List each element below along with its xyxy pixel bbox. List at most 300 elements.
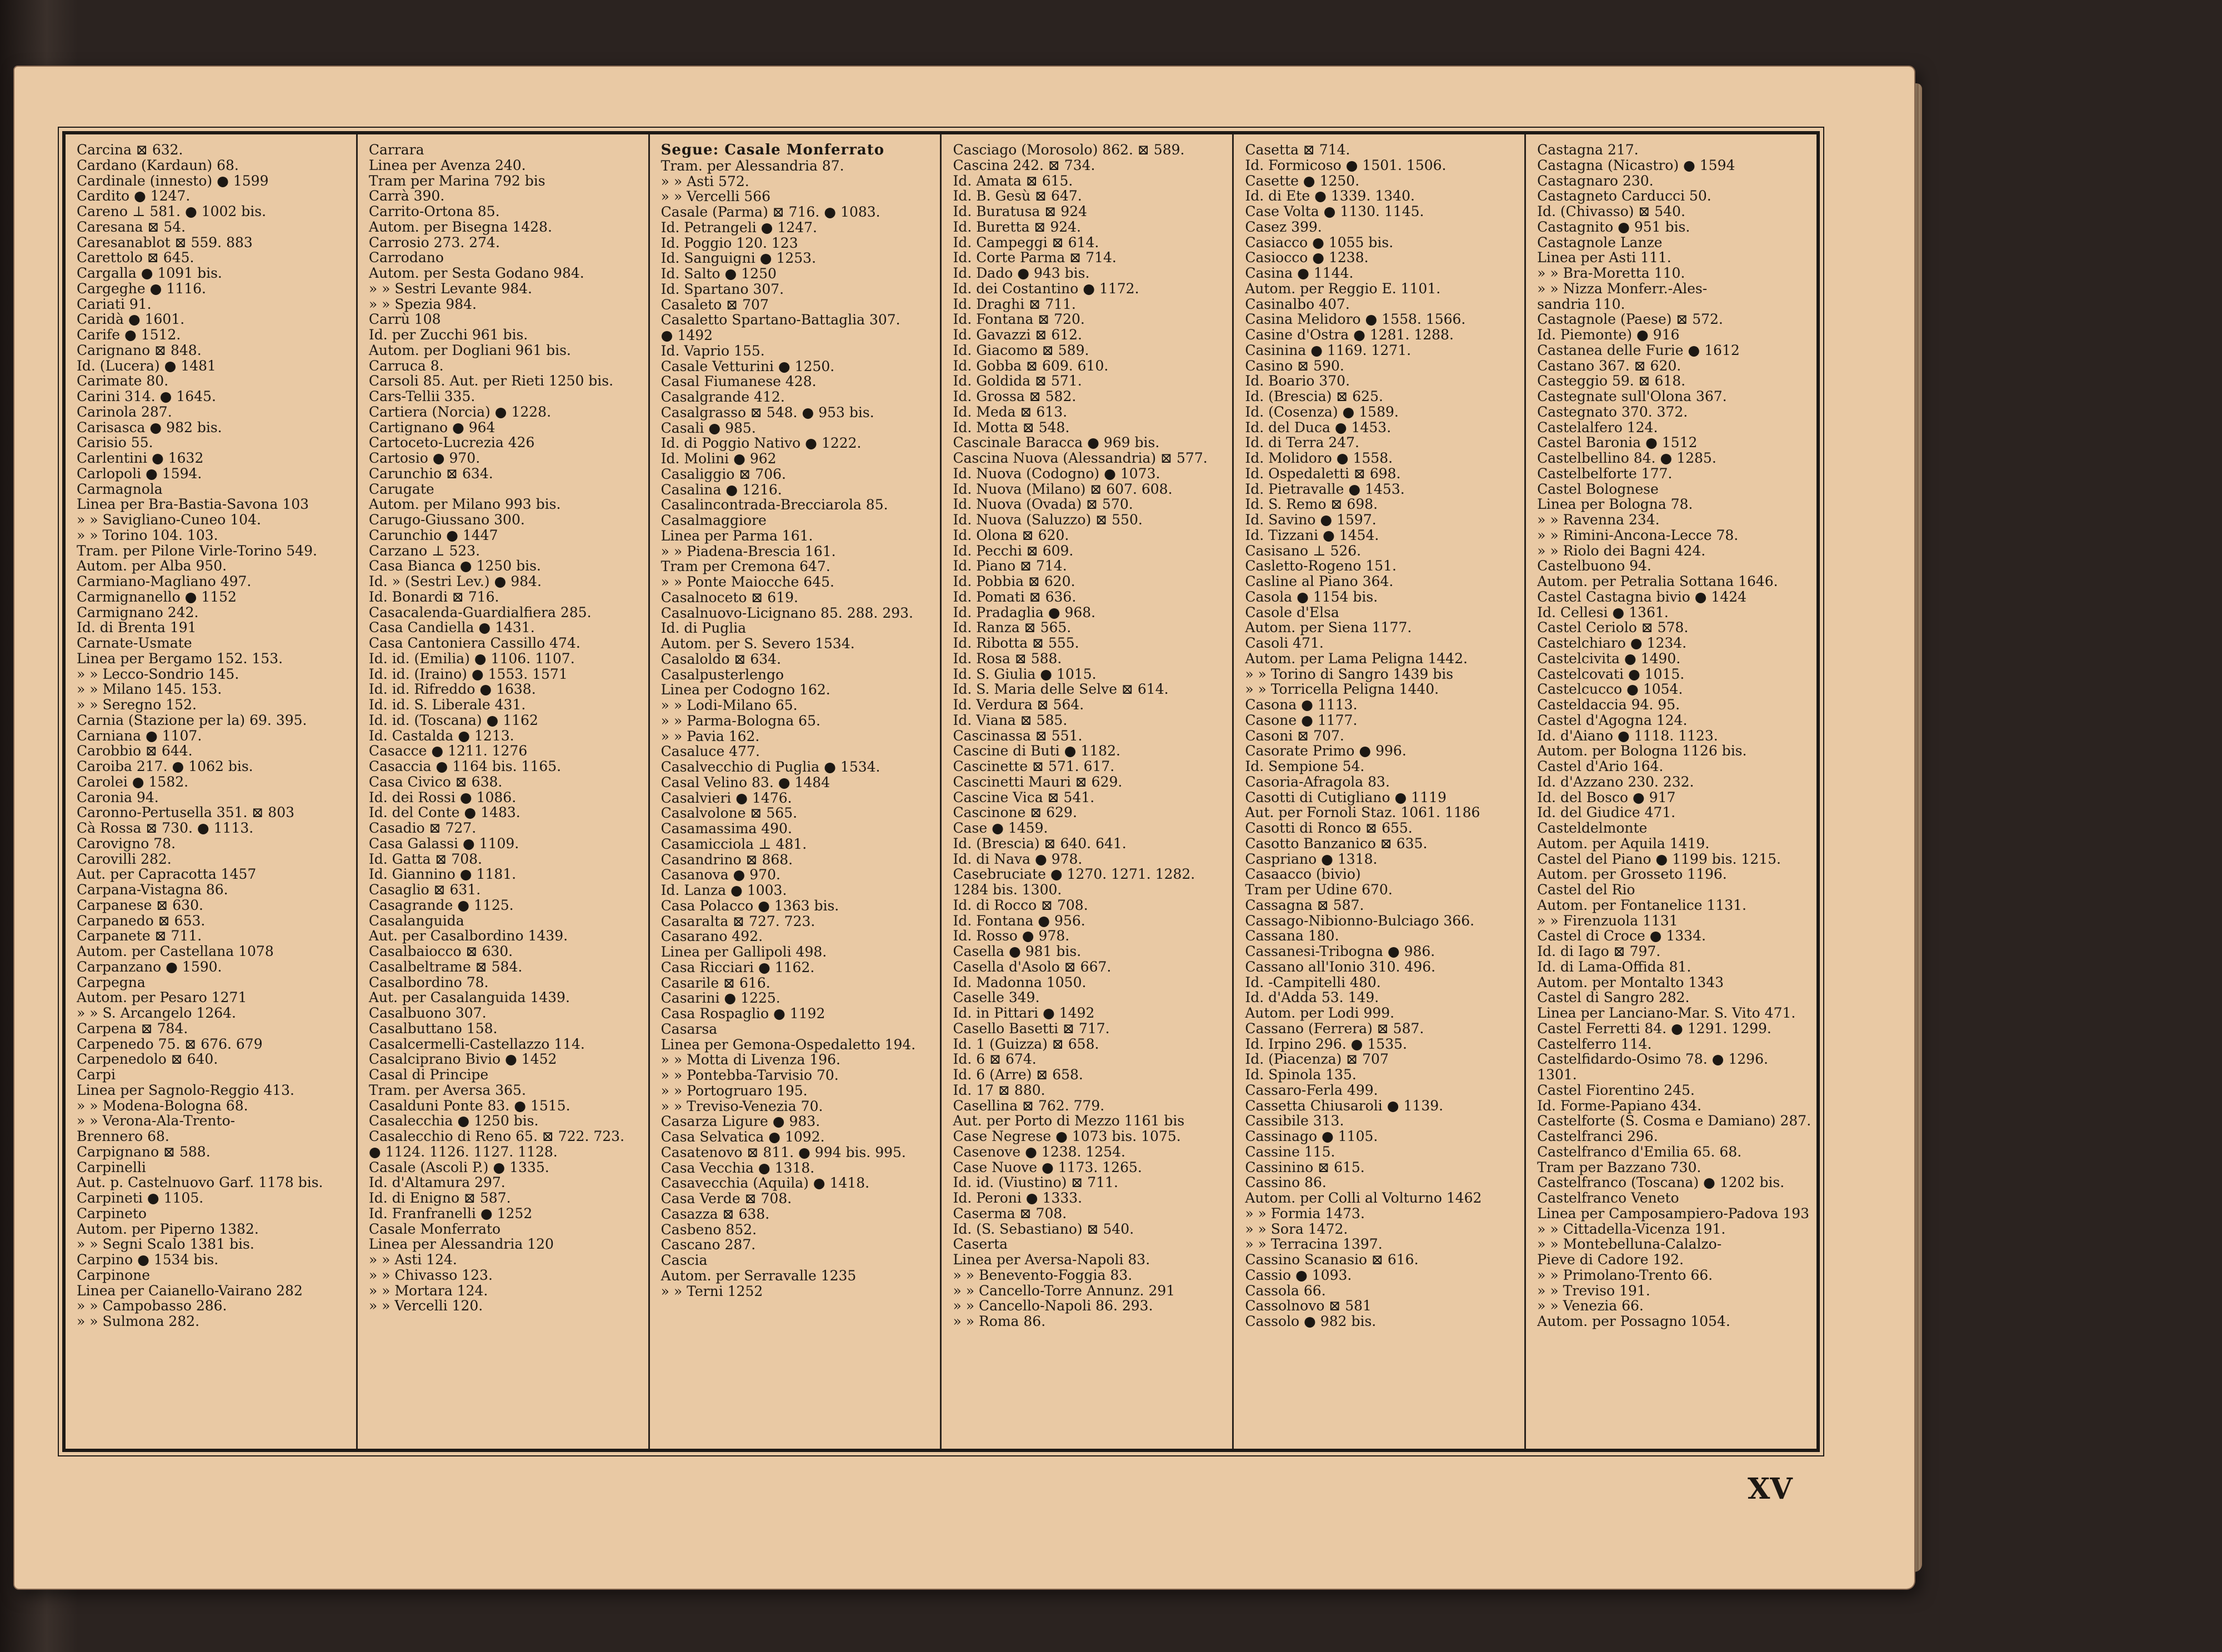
index-entry: Castelfranci 296. [1537, 1128, 1658, 1144]
index-entry: Id. Pietravalle ● 1453. [1245, 480, 1405, 497]
index-entry: Casalvolone ⊠ 565. [660, 805, 798, 822]
index-entry: » » Milano 145. 153. [77, 681, 222, 698]
index-entry: » » Torino 104. 103. [77, 527, 218, 543]
index-entry: 1284 bis. 1300. [953, 882, 1062, 898]
index-entry: Casoli 471. [1245, 635, 1324, 651]
index-entry: Casalecchio di Reno 65. ⊠ 722. 723. [368, 1128, 625, 1144]
index-entry: Id. id. Rifreddo ● 1638. [368, 681, 536, 698]
index-entry: Id. Irpino 296. ● 1535. [1245, 1035, 1407, 1052]
index-entry: Castagnole (Paese) ⊠ 572. [1537, 311, 1723, 328]
index-entry: Id. di Nava ● 978. [953, 850, 1083, 867]
index-entry: Cassolo ● 982 bis. [1245, 1313, 1377, 1329]
index-entry: Id. di Terra 247. [1245, 434, 1359, 451]
index-entry: Castelfidardo-Osimo 78. ● 1296. [1537, 1051, 1768, 1068]
index-entry: Id. Dado ● 943 bis. [953, 265, 1090, 281]
index-entry: Caserta [953, 1236, 1008, 1253]
index-entry: Caresanablot ⊠ 559. 883 [77, 234, 253, 251]
index-entry: » » Rimini-Ancona-Lecce 78. [1537, 527, 1739, 543]
index-entry: Id. S. Remo ⊠ 698. [1245, 496, 1378, 513]
index-entry: » » Spezia 984. [368, 296, 477, 312]
index-entry: Id. (S. Sebastiano) ⊠ 540. [953, 1220, 1134, 1237]
index-entry: » » Lecco-Sondrio 145. [77, 665, 239, 682]
index-entry: Carpanedo ⊠ 653. [77, 912, 206, 929]
index-entry: Id. Giannino ● 1181. [368, 866, 517, 883]
index-entry: Casalvecchio di Puglia ● 1534. [660, 759, 880, 775]
index-entry: Autom. per Fontanelice 1131. [1537, 897, 1746, 913]
index-entry: Casaluce 477. [660, 743, 760, 760]
index-entry: Aut. per Casalanguida 1439. [368, 989, 570, 1006]
index-entry: Casalvieri ● 1476. [660, 789, 792, 806]
index-entry: Carlopoli ● 1594. [77, 465, 202, 482]
index-entry: Carugate [368, 480, 434, 497]
index-entry: Casarini ● 1225. [660, 990, 780, 1007]
index-entry: » » Pontebba-Tarvisio 70. [660, 1067, 839, 1084]
index-entry: Casisano ⊥ 526. [1245, 542, 1362, 559]
index-entry: Carpi [77, 1067, 116, 1083]
index-entry: Casetta ⊠ 714. [1245, 142, 1350, 158]
index-entry: Casaleto ⊠ 707 [660, 296, 769, 313]
index-entry: Id. di Enigno ⊠ 587. [368, 1190, 511, 1206]
index-entry: Cascina 242. ⊠ 734. [953, 157, 1095, 173]
index-entry: Autom. per Alba 950. [77, 558, 227, 574]
index-entry: Autom. per Pesaro 1271 [77, 989, 247, 1006]
index-entry: Caridà ● 1601. [77, 311, 185, 328]
index-entry: Carpino ● 1534 bis. [77, 1251, 219, 1268]
index-entry: Id. Gavazzi ⊠ 612. [953, 327, 1083, 343]
index-entry: Carmignanello ● 1152 [77, 588, 237, 605]
index-entry: Id. Poggio 120. 123 [660, 234, 798, 251]
index-entry: Carisio 55. [77, 434, 153, 451]
index-entry: Cassino Scanasio ⊠ 616. [1245, 1251, 1419, 1268]
index-entry: Cascano 287. [660, 1237, 756, 1253]
index-entry: Casenove ● 1238. 1254. [953, 1143, 1126, 1160]
index-entry: Id. Rosa ⊠ 588. [953, 650, 1062, 667]
index-entry: Autom. per Grosseto 1196. [1537, 866, 1727, 883]
index-entry: » » Verona-Ala-Trento- [77, 1113, 236, 1129]
index-entry: Cassetta Chiusaroli ● 1139. [1245, 1097, 1444, 1114]
index-entry: Tram per Udine 670. [1245, 882, 1393, 898]
index-entry: Castelbellino 84. ● 1285. [1537, 450, 1716, 466]
index-entry: » » Sestri Levante 984. [368, 280, 532, 297]
index-entry: Id. id. (Toscana) ● 1162 [368, 712, 538, 728]
index-entry: Aut. per Casalbordino 1439. [368, 928, 568, 944]
index-entry: Casale Vetturini ● 1250. [660, 358, 835, 374]
index-entry: Autom. per Milano 993 bis. [368, 496, 561, 513]
index-entry: Castel di Sangro 282. [1537, 989, 1690, 1006]
index-entry: Carife ● 1512. [77, 327, 181, 343]
index-column [1526, 134, 1816, 1449]
index-entry: Carmagnola [77, 480, 163, 497]
index-entry: Carpanete ⊠ 711. [77, 928, 202, 944]
index-entry: Autom. per Montalto 1343 [1537, 974, 1724, 990]
index-entry: Casletto-Rogeno 151. [1245, 558, 1397, 574]
index-entry: Casiocco ● 1238. [1245, 249, 1369, 266]
index-entry: Carpenedolo ⊠ 640. [77, 1051, 218, 1068]
index-entry: Cassola 66. [1245, 1282, 1326, 1299]
index-entry: » » Treviso 191. [1537, 1282, 1650, 1299]
index-entry: Casotti di Cutigliano ● 1119 [1245, 789, 1447, 805]
index-entry: Casal Velino 83. ● 1484 [660, 774, 830, 790]
index-entry: Cassio ● 1093. [1245, 1266, 1352, 1283]
index-entry: Id. Savino ● 1597. [1245, 512, 1377, 528]
index-entry: Id. S. Maria delle Selve ⊠ 614. [953, 681, 1169, 698]
index-entry: Aut. per Porto di Mezzo 1161 bis [953, 1113, 1185, 1129]
index-entry: » » Piadena-Brescia 161. [660, 543, 836, 559]
index-entry: Id. Lanza ● 1003. [660, 882, 787, 899]
index-entry: Casole d'Elsa [1245, 604, 1339, 620]
index-entry: Id. Tizzani ● 1454. [1245, 527, 1379, 543]
index-entry: Id. Corte Parma ⊠ 714. [953, 249, 1117, 266]
index-entry: Id. Amata ⊠ 615. [953, 172, 1073, 189]
index-entry: » » Roma 86. [953, 1313, 1046, 1329]
index-entry: Linea per Asti 111. [1537, 249, 1671, 266]
index-entry: Id. id. S. Liberale 431. [368, 697, 526, 713]
index-entry: Castel d'Agogna 124. [1537, 712, 1688, 728]
index-entry: Cargeghe ● 1116. [77, 280, 206, 297]
index-entry: Casinalbo 407. [1245, 296, 1350, 312]
index-entry: Linea per Sagnolo-Reggio 413. [77, 1082, 295, 1098]
index-entry: Castagnole Lanze [1537, 234, 1663, 251]
index-entry: Carobbio ⊠ 644. [77, 743, 193, 759]
index-entry: Id. di Puglia [660, 620, 747, 637]
index-entry: Linea per Gemona-Ospedaletto 194. [660, 1036, 916, 1053]
index-entry: Id. dei Costantino ● 1172. [953, 280, 1139, 297]
index-entry: Cardinale (innesto) ● 1599 [77, 172, 269, 189]
index-table [62, 131, 1820, 1452]
index-entry: Id. d'Azzano 230. 232. [1537, 773, 1694, 790]
index-entry: Linea per Codogno 162. [660, 682, 830, 698]
index-entry: Cardano (Kardaun) 68. [77, 157, 239, 173]
index-entry: Casalpusterlengo [660, 666, 784, 683]
index-entry: Carunchio ⊠ 634. [368, 465, 493, 482]
index-entry: Castelfranco (Toscana) ● 1202 bis. [1537, 1174, 1785, 1191]
index-entry: Id. di Brenta 191 [77, 619, 197, 636]
index-entry: Id. Rosso ● 978. [953, 928, 1070, 944]
index-entry: Casebruciate ● 1270. 1271. 1282. [953, 866, 1195, 883]
index-entry: Linea per Alessandria 120 [368, 1236, 554, 1253]
index-entry: Casbeno 852. [660, 1221, 757, 1238]
index-entry: Id. Giacomo ⊠ 589. [953, 342, 1089, 358]
index-entry: Carugo-Giussano 300. [368, 512, 525, 528]
index-entry: Id. Boario 370. [1245, 373, 1350, 389]
index-entry: » » Ravenna 234. [1537, 512, 1660, 528]
index-entry: Id. di Iago ⊠ 797. [1537, 943, 1661, 959]
index-entry: Id. Viana ⊠ 585. [953, 712, 1068, 728]
index-entry: Carpinelli [77, 1159, 146, 1175]
index-entry: Casorate Primo ● 996. [1245, 743, 1407, 759]
index-entry: Carpena ⊠ 784. [77, 1020, 188, 1037]
index-entry: Casalbuttano 158. [368, 1020, 498, 1037]
index-entry: » » Terracina 1397. [1245, 1236, 1383, 1253]
index-entry: Casamassima 490. [660, 820, 792, 837]
index-entry: Caselle 349. [953, 989, 1040, 1006]
index-entry: Id. dei Rossi ● 1086. [368, 789, 517, 805]
index-entry: Casale (Parma) ⊠ 716. ● 1083. [660, 204, 880, 221]
index-column [1234, 134, 1526, 1449]
index-entry: Castel Ceriolo ⊠ 578. [1537, 619, 1689, 636]
index-entry: Id. » (Sestri Lev.) ● 984. [368, 573, 542, 589]
index-entry: Cascinette ⊠ 571. 617. [953, 758, 1115, 774]
index-entry: Casaliggio ⊠ 706. [660, 465, 786, 482]
index-entry: Casa Polacco ● 1363 bis. [660, 897, 839, 914]
index-entry: Carpanzano ● 1590. [77, 958, 222, 975]
index-entry: Casalcermelli-Castellazzo 114. [368, 1035, 585, 1052]
index-entry: Id. Nuova (Ovada) ⊠ 570. [953, 496, 1133, 513]
index-entry: » » Torricella Peligna 1440. [1245, 681, 1439, 698]
index-entry: » » Riolo dei Bagni 424. [1537, 542, 1706, 559]
index-entry: Carpignano ⊠ 588. [77, 1143, 211, 1160]
index-entry: Cà Rossa ⊠ 730. ● 1113. [77, 820, 254, 836]
index-entry: Carzano ⊥ 523. [368, 542, 481, 559]
index-entry: » » Treviso-Venezia 70. [660, 1098, 823, 1114]
index-entry: Carpinone [77, 1266, 151, 1283]
index-entry: Pieve di Cadore 192. [1537, 1251, 1684, 1268]
index-entry: Autom. per Serravalle 1235 [660, 1267, 857, 1284]
index-entry: Casanova ● 970. [660, 867, 780, 883]
index-column [66, 134, 358, 1449]
index-entry: Case ● 1459. [953, 820, 1048, 836]
index-entry: Casona ● 1113. [1245, 697, 1358, 713]
index-entry: Casaacco (bivio) [1245, 866, 1361, 883]
index-entry: Carlentini ● 1632 [77, 450, 204, 466]
index-entry: Id. (Chivasso) ⊠ 540. [1537, 203, 1685, 219]
index-entry: Carmignano 242. [77, 604, 199, 620]
index-entry: Casacalenda-Guardialfiera 285. [368, 604, 592, 620]
index-entry: » » Savigliano-Cuneo 104. [77, 512, 261, 528]
index-entry: Casandrino ⊠ 868. [660, 851, 793, 868]
index-entry: Cartiera (Norcia) ● 1228. [368, 403, 552, 420]
index-entry: Id. S. Giulia ● 1015. [953, 665, 1097, 682]
index-entry: Id. 6 (Arre) ⊠ 658. [953, 1067, 1083, 1083]
index-entry: Id. Petrangeli ● 1247. [660, 219, 817, 236]
index-entry: Castelfranco d'Emilia 65. 68. [1537, 1143, 1742, 1160]
index-entry: Casina Melidoro ● 1558. 1566. [1245, 311, 1466, 328]
index-entry: Carniana ● 1107. [77, 727, 202, 744]
index-entry: Castagnaro 230. [1537, 172, 1654, 189]
index-entry: Id. Forme-Papiano 434. [1537, 1097, 1702, 1114]
index-entry: Autom. per Colli al Volturno 1462 [1245, 1190, 1482, 1206]
index-entry: Id. Ribotta ⊠ 555. [953, 635, 1079, 651]
index-entry: Casalduni Ponte 83. ● 1515. [368, 1097, 570, 1114]
index-entry: Carrù 108 [368, 311, 441, 328]
index-entry: Linea per Camposampiero-Padova 193 [1537, 1205, 1810, 1222]
index-entry: Casciago (Morosolo) 862. ⊠ 589. [953, 142, 1185, 158]
index-entry: Brennero 68. [77, 1128, 169, 1144]
index-entry: Castelbuono 94. [1537, 558, 1652, 574]
index-entry: Cassibile 313. [1245, 1113, 1344, 1129]
index-entry: Autom. per Lodi 999. [1245, 1005, 1395, 1021]
index-entry: Id. Draghi ⊠ 711. [953, 296, 1076, 312]
index-entry: Id. 6 ⊠ 674. [953, 1051, 1037, 1068]
index-entry: Casagrande ● 1125. [368, 897, 514, 913]
index-entry: Casotti di Ronco ⊠ 655. [1245, 820, 1413, 836]
index-entry: Casaccia ● 1164 bis. 1165. [368, 758, 562, 774]
index-entry: Id. Campeggi ⊠ 614. [953, 234, 1099, 251]
index-entry: Carrodano [368, 249, 444, 266]
index-entry: Casone ● 1177. [1245, 712, 1358, 728]
index-entry: Id. Cellesi ● 1361. [1537, 604, 1669, 620]
index-entry: Id. Fontana ⊠ 720. [953, 311, 1085, 328]
index-entry: Castel Castagna bivio ● 1424 [1537, 588, 1747, 605]
index-entry: Id. di Rocco ⊠ 708. [953, 897, 1088, 913]
index-entry: Autom. per Siena 1177. [1245, 619, 1412, 636]
index-entry: Linea per Lanciano-Mar. S. Vito 471. [1537, 1005, 1796, 1021]
index-entry: » » Chivasso 123. [368, 1266, 493, 1283]
index-entry: » » Ponte Maiocche 645. [660, 574, 834, 590]
index-entry: » » Nizza Monferr.-Ales- [1537, 280, 1708, 297]
index-entry: » » Formia 1473. [1245, 1205, 1365, 1222]
index-entry: » » Lodi-Milano 65. [660, 697, 798, 714]
index-entry: Casarano 492. [660, 928, 763, 945]
index-entry: » » Motta di Livenza 196. [660, 1052, 840, 1068]
index-entry: Autom. per Reggio E. 1101. [1245, 280, 1441, 297]
index-entry: Casline al Piano 364. [1245, 573, 1394, 589]
index-entry: » » Benevento-Foggia 83. [953, 1266, 1133, 1283]
index-entry: Casal Fiumanese 428. [660, 373, 817, 390]
index-entry: Carnia (Stazione per la) 69. 395. [77, 712, 307, 728]
index-entry: Linea per Bologna 78. [1537, 496, 1693, 513]
index-entry: Carrosio 273. 274. [368, 234, 500, 251]
index-entry: » » Segni Scalo 1381 bis. [77, 1236, 254, 1253]
index-entry: Cascia [660, 1252, 708, 1269]
index-entry: Carsoli 85. Aut. per Rieti 1250 bis. [368, 373, 614, 389]
index-entry: Id. Olona ⊠ 620. [953, 527, 1069, 543]
index-entry: Carpana-Vistagna 86. [77, 882, 228, 898]
index-entry: Cascinale Baracca ● 969 bis. [953, 434, 1160, 451]
index-entry: Cassagna ⊠ 587. [1245, 897, 1364, 913]
index-entry: Carimate 80. [77, 373, 169, 389]
index-entry: Cascine di Buti ● 1182. [953, 743, 1120, 759]
index-entry: Id. Buratusa ⊠ 924 [953, 203, 1088, 219]
index-entry: Autom. per Sesta Godano 984. [368, 265, 584, 281]
index-entry: » » Asti 572. [660, 173, 749, 189]
index-entry: Carnate-Usmate [77, 635, 192, 651]
index-entry: Casoria-Afragola 83. [1245, 773, 1390, 790]
index-entry: Carpanese ⊠ 630. [77, 897, 203, 913]
index-entry: Cassano all'Ionio 310. 496. [1245, 958, 1436, 975]
index-entry: Casaletto Spartano-Battaglia 307. [660, 312, 900, 328]
index-entry: Casa Galassi ● 1109. [368, 835, 519, 852]
index-entry: Casalecchia ● 1250 bis. [368, 1113, 539, 1129]
index-entry: Casale Monferrato [368, 1220, 501, 1237]
index-entry: Casal di Principe [368, 1067, 489, 1083]
index-entry: » » Campobasso 286. [77, 1298, 227, 1314]
index-entry: Castagnito ● 951 bis. [1537, 218, 1690, 235]
index-entry: Id. (Piacenza) ⊠ 707 [1245, 1051, 1389, 1068]
index-entry: Carpenedo 75. ⊠ 676. 679 [77, 1035, 263, 1052]
index-entry: Casinina ● 1169. 1271. [1245, 342, 1412, 358]
index-entry: Castegnato 370. 372. [1537, 403, 1688, 420]
index-entry: Linea per Avenza 240. [368, 157, 526, 173]
index-entry: Castano 367. ⊠ 620. [1537, 357, 1681, 374]
index-entry: Linea per Bergamo 152. 153. [77, 650, 283, 667]
index-entry: Carolei ● 1582. [77, 773, 189, 790]
index-entry: Casalbuono 307. [368, 1005, 487, 1021]
index-entry: Cartosio ● 970. [368, 450, 481, 466]
index-entry: Id. del Giudice 471. [1537, 804, 1676, 821]
index-entry: Id. B. Gesù ⊠ 647. [953, 188, 1082, 204]
index-entry: Castel di Croce ● 1334. [1537, 928, 1706, 944]
index-entry: Casiacco ● 1055 bis. [1245, 234, 1394, 251]
index-entry: Id. del Duca ● 1453. [1245, 419, 1392, 435]
index-entry: Carini 314. ● 1645. [77, 388, 216, 404]
index-entry: Casalbaiocco ⊠ 630. [368, 943, 513, 959]
index-entry: Id. Ospedaletti ⊠ 698. [1245, 465, 1401, 482]
index-entry: Autom. per Petralia Sottana 1646. [1537, 573, 1778, 589]
index-entry: Castagneto Carducci 50. [1537, 188, 1711, 204]
index-entry: Id. Grossa ⊠ 582. [953, 388, 1077, 404]
index-entry: Castagna 217. [1537, 142, 1639, 158]
index-entry: Casavecchia (Aquila) ● 1418. [660, 1175, 870, 1192]
index-entry: » » S. Arcangelo 1264. [77, 1005, 236, 1021]
index-entry: Casalina ● 1216. [660, 481, 782, 498]
index-entry: Carcina ⊠ 632. [77, 142, 183, 158]
index-entry: Cassolnovo ⊠ 581 [1245, 1298, 1372, 1314]
index-entry: Id. d'Adda 53. 149. [1245, 989, 1379, 1006]
index-entry: Casarile ⊠ 616. [660, 974, 770, 991]
index-entry: Casa Verde ⊠ 708. [660, 1190, 792, 1207]
index-entry: Casella d'Asolo ⊠ 667. [953, 958, 1112, 975]
index-entry: Castelcucco ● 1054. [1537, 681, 1683, 698]
index-entry: Casteldaccia 94. 95. [1537, 697, 1680, 713]
index-entry: Id. d'Altamura 297. [368, 1174, 506, 1191]
index-entry: Casine d'Ostra ● 1281. 1288. [1245, 327, 1454, 343]
index-entry: Castelfranco Veneto [1537, 1190, 1679, 1206]
index-entry: Id. -Campitelli 480. [1245, 974, 1381, 990]
index-entry: Cartoceto-Lucrezia 426 [368, 434, 535, 451]
index-entry: Casina ● 1144. [1245, 265, 1354, 281]
index-entry: Carinola 287. [77, 403, 172, 420]
index-entry: Autom. per S. Severo 1534. [660, 635, 855, 652]
index-entry: Casalciprano Bivio ● 1452 [368, 1051, 557, 1068]
index-entry: Id. Formicoso ● 1501. 1506. [1245, 157, 1447, 173]
index-entry: Cassinago ● 1105. [1245, 1128, 1378, 1144]
index-entry: Id. Molidoro ● 1558. [1245, 450, 1393, 466]
index-entry: » » Venezia 66. [1537, 1298, 1644, 1314]
index-entry: Autom. per Bisegna 1428. [368, 218, 552, 235]
index-entry: Autom. per Dogliani 961 bis. [368, 342, 571, 358]
index-entry: Cars-Tellii 335. [368, 388, 476, 404]
index-entry: Id. Piemonte) ● 916 [1537, 327, 1680, 343]
index-entry: Casello Basetti ⊠ 717. [953, 1020, 1110, 1037]
index-entry: Casalnuovo-Licignano 85. 288. 293. [660, 604, 913, 621]
index-entry: Casoni ⊠ 707. [1245, 727, 1344, 744]
index-entry: Cassine 115. [1245, 1143, 1335, 1160]
index-entry: Castelforte (S. Cosma e Damiano) 287. [1537, 1113, 1811, 1129]
index-entry: Case Negrese ● 1073 bis. 1075. [953, 1128, 1181, 1144]
index-entry: sandria 110. [1537, 296, 1625, 312]
index-entry: Id. Salto ● 1250 [660, 266, 777, 282]
index-entry: Autom. per Aquila 1419. [1537, 835, 1710, 852]
index-entry: 1301. [1537, 1067, 1577, 1083]
index-entry: Casaglio ⊠ 631. [368, 882, 481, 898]
index-entry: Casola ● 1154 bis. [1245, 588, 1378, 605]
index-entry: Linea per Aversa-Napoli 83. [953, 1251, 1150, 1268]
index-entry: Id. id. (Viustino) ⊠ 711. [953, 1174, 1118, 1191]
index-entry: Casalgrasso ⊠ 548. ● 953 bis. [660, 404, 874, 420]
index-entry: Linea per Caianello-Vairano 282 [77, 1282, 303, 1299]
index-entry: Id. (Brescia) ⊠ 625. [1245, 388, 1383, 404]
index-entry: Carovigno 78. [77, 835, 176, 852]
index-entry: Id. in Pittari ● 1492 [953, 1005, 1095, 1021]
index-entry: Caronia 94. [77, 789, 159, 805]
index-entry: Casette ● 1250. [1245, 172, 1360, 189]
index-entry: » » Bra-Moretta 110. [1537, 265, 1685, 281]
index-entry: Id. di Ete ● 1339. 1340. [1245, 188, 1415, 204]
index-entry: Castelbelforte 177. [1537, 465, 1673, 482]
index-entry: Cardito ● 1247. [77, 188, 191, 204]
index-entry: Case Volta ● 1130. 1145. [1245, 203, 1424, 219]
